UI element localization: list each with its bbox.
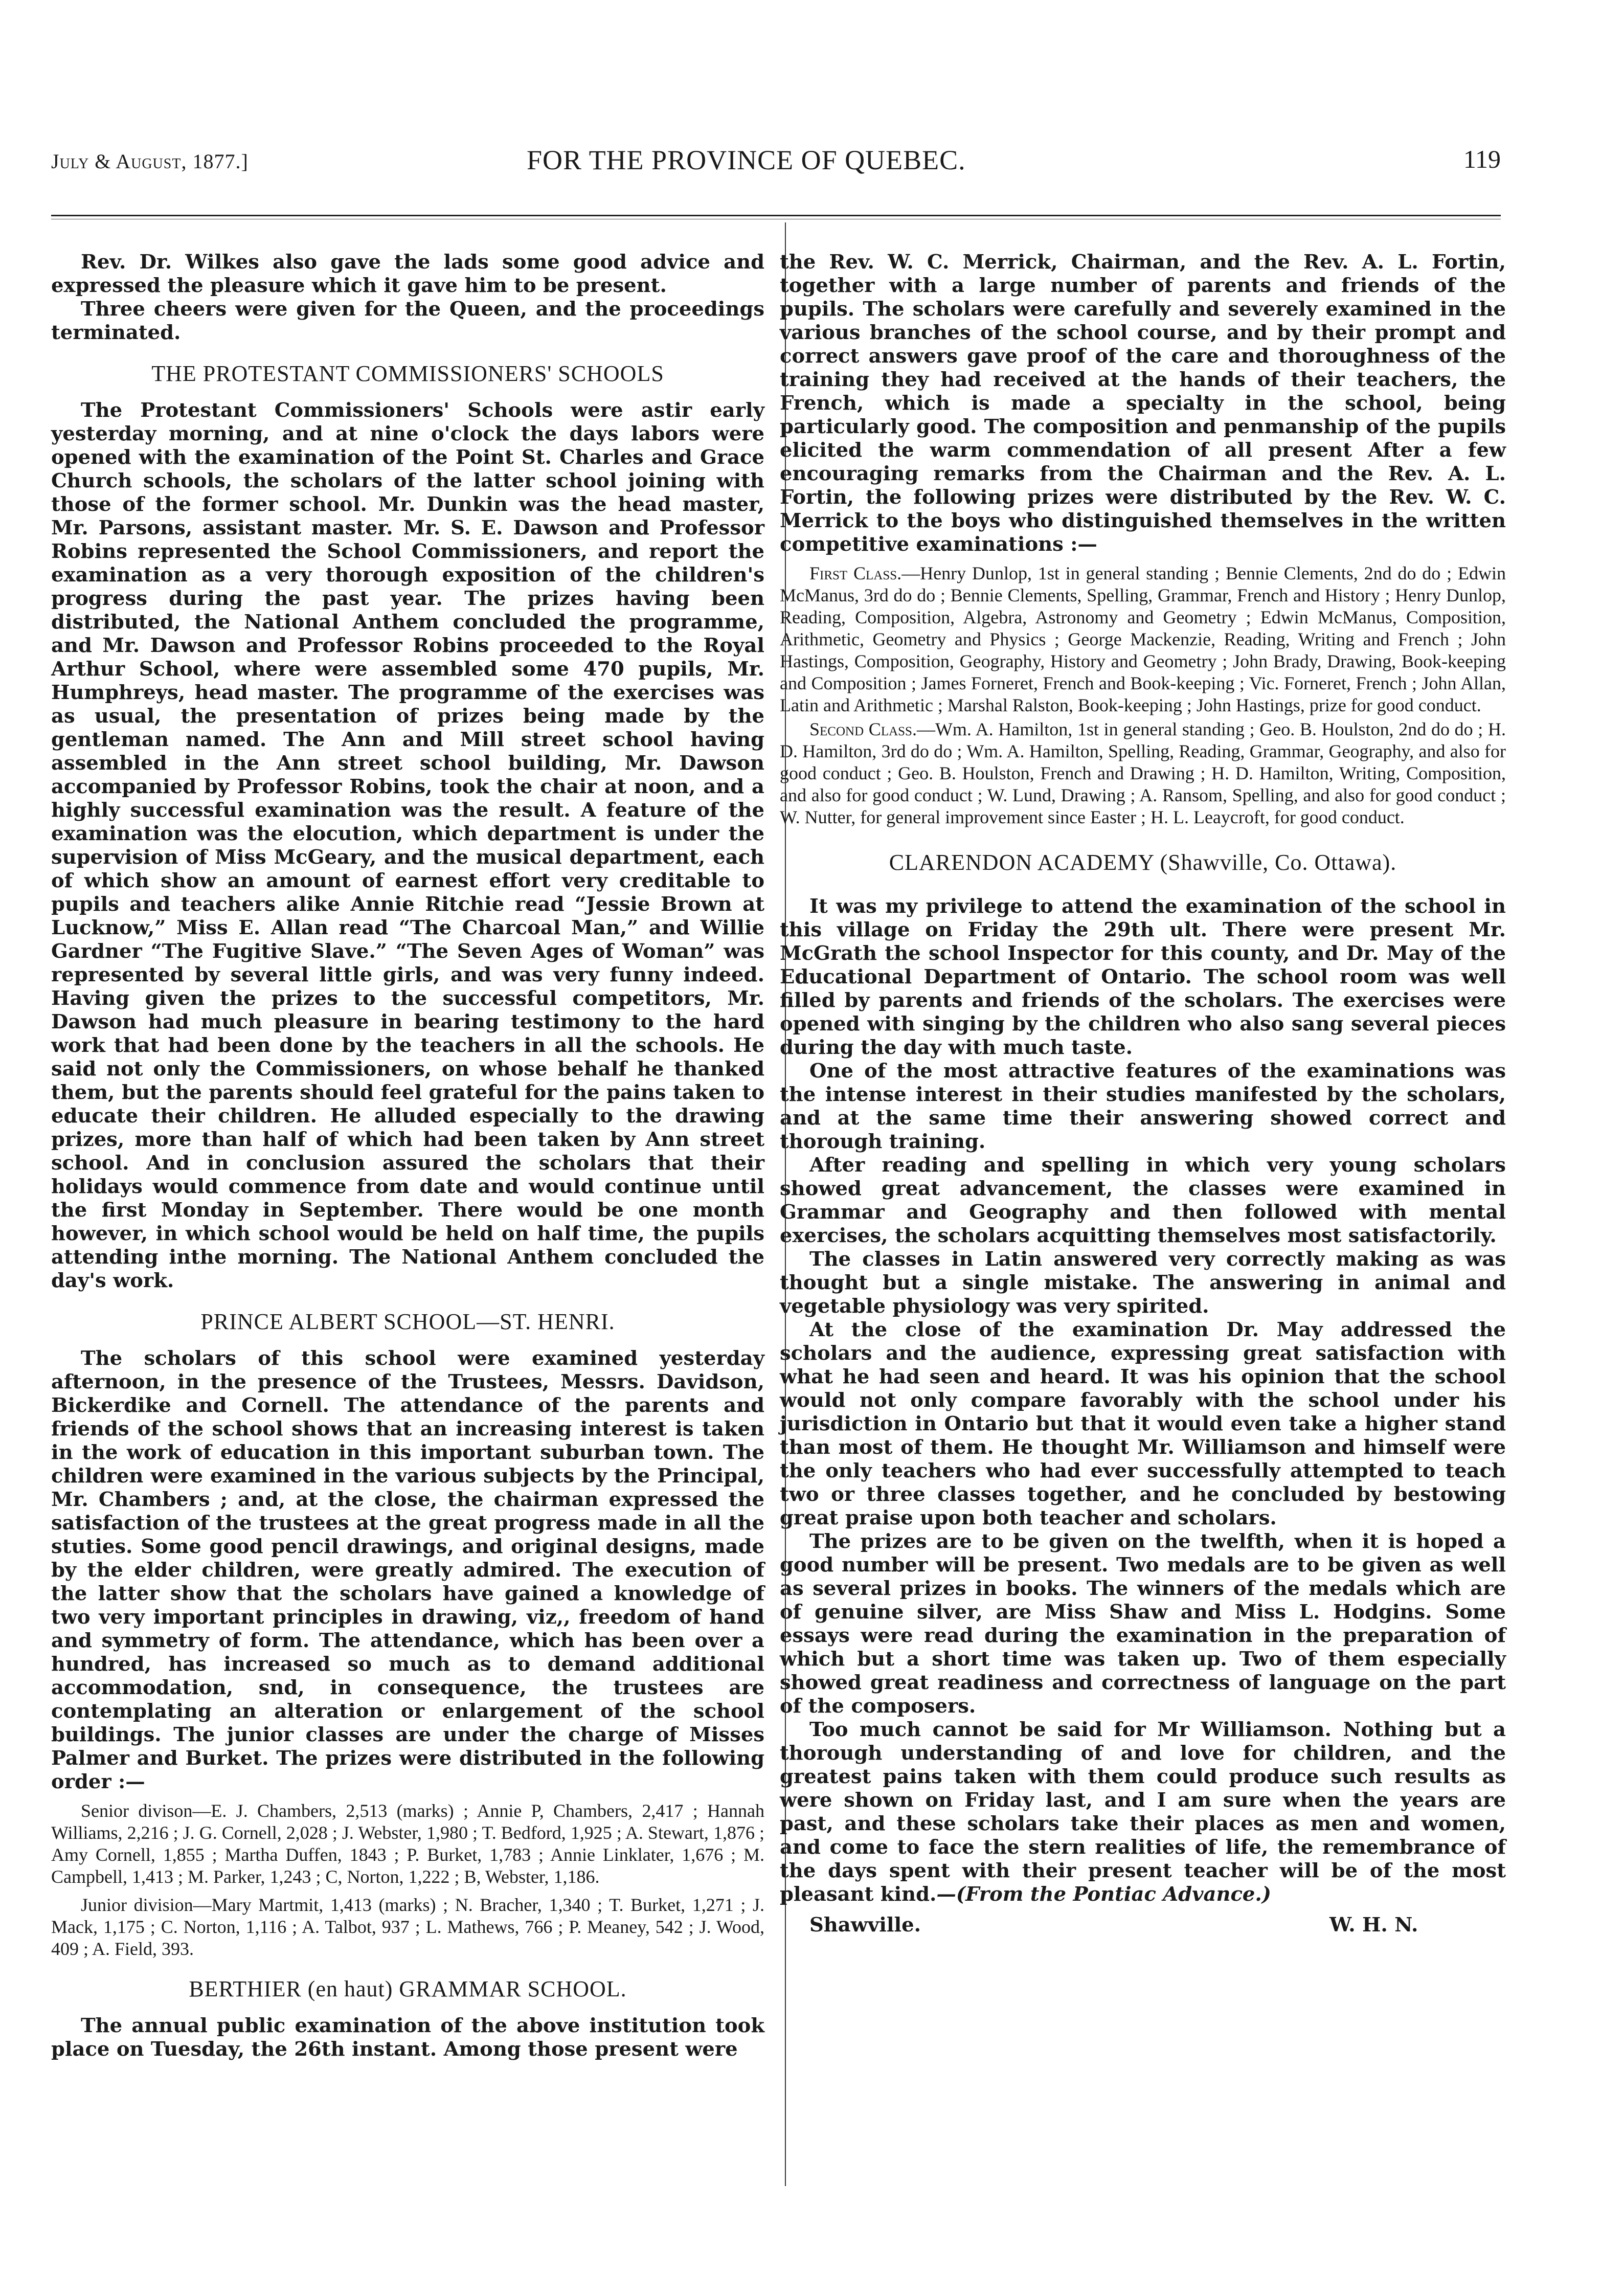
header-title: FOR THE PROVINCE OF QUEBEC. xyxy=(527,145,966,175)
clarendon-closing-text: Too much cannot be said for Mr Williamson. Nothing but a thorough understanding of and love for children, and the greatest pains taken with them could produce such results as were shown on Friday last, and I am sure when the years are past, and these scholars take their places as men and women, and come to face the stern realities of life, the remembrance of the days spent with their present teacher will be of the most pleasant kind. xyxy=(780,1718,1506,1906)
prince-albert-paragraph: The scholars of this school were examined yesterday afternoon, in the presence of the Trustees, Messrs. Davidson, Bickerdike and Cornell. The attendance of the parents and friends of the school shows that an increasing interest is taken in the work of education in this important suburban town. The children were examined in the various subjects by the Principal, Mr. Chambers ; and, at the close, the chairman expressed the satisfaction of the trustees at the great progress made in all the stuties. Some good pencil drawings, and original designs, made by the elder children, were greatly admired. The execution of the latter show that the scholars have gained a knowledge of two very important principles in drawing, viz,, freedom of hand and symmetry of form. The attendance, which has been over a hundred, has increased so much as to demand additional accommodation, snd, in consequence, the trustees are contemplating an alteration or enlargement of the school buildings. The junior classes are under the charge of Misses Palmer and Burket. The prizes were distributed in the following order :— xyxy=(51,1347,764,1793)
signature-line xyxy=(780,1914,1506,1939)
left-column xyxy=(51,251,764,2061)
signature-initials: W. H. N. xyxy=(1329,1914,1418,1937)
page-number: 119 xyxy=(1463,145,1501,173)
right-column xyxy=(780,251,1506,1939)
page-header xyxy=(51,145,1501,195)
signature-place: Shawville. xyxy=(809,1914,921,1937)
clarendon-paragraph: The classes in Latin answered very correctly making as was thought but a single mistake. The answering in animal and vegetable physiology was very spirited. xyxy=(780,1248,1506,1318)
second-class-prizes xyxy=(780,718,1506,828)
clarendon-paragraph: The prizes are to be given on the twelfth, when it is hoped a good number will be present. Two medals are to be given as well as several prizes in books. The winners of the medals which are of genuine silver, are Miss Shaw and Miss L. Hodgins. Some essays were read during the examination in the preparation of which but a short time was taken up. Two of them especially showed great readiness and correctness of language on the part of the composers. xyxy=(780,1530,1506,1718)
clarendon-paragraph: After reading and spelling in which very young scholars showed great advancement, the classes were examined in Grammar and Geography and then followed with mental exercises, the scholars acquitting themselves most satisfactorily. xyxy=(780,1154,1506,1247)
section-heading-prince-albert: PRINCE ALBERT SCHOOL—ST. HENRI. xyxy=(200,1309,615,1334)
section-heading-clarendon: CLARENDON ACADEMY (Shawville, Co. Ottawa). xyxy=(889,850,1397,875)
source-citation: —(From the Pontiac Advance.) xyxy=(936,1883,1272,1906)
berthier-paragraph-continued: the Rev. W. C. Merrick, Chairman, and the Rev. A. L. Fortin, together with a large number of parents and friends of the pupils. The scholars were carefully and severely examined in the various branches of the school course, and by their prompt and correct answers gave proof of the care and thoroughness of the training they had received at the hands of their teachers, the French, which is made a specialty in the school, being particularly good. The composition and penmanship of the pupils elicited the warm commendation of all present After a few encouraging remarks from the Chairman and the Rev. A. L. Fortin, the following prizes were distributed by the Rev. W. C. Merrick to the boys who distinguished themselves in the written competitive examinations :— xyxy=(780,251,1506,556)
first-class-text: —Henry Dunlop, 1st in general standing ; Bennie Clements, 2nd do do ; Edwin McManus, 3rd do do ; Bennie Clements, Spelling, Grammar, French and History ; Henry Dunlop, Reading, Composition, Algebra, Astronomy and Geometry ; Edwin McManus, Composition, Arithmetic, Geometry and Physics ; George Mackenzie, Reading, Writing and French ; John Hastings, Composition, Geography, History and Geometry ; John Brady, Drawing, Book-keeping and Composition ; James Forneret, French and Book-keeping ; Vic. Forneret, French ; John Allan, Latin and Arithmetic ; Marshal Ralston, Book-keeping ; John Hastings, prize for good conduct. xyxy=(780,563,1506,715)
clarendon-paragraph: It was my privilege to attend the examination of the school in this village on Friday the 29th ult. There were present Mr. McGrath the school Inspector for this county, and Dr. May of the Educational Department of Ontario. The school room was well filled by parents and friends of the scholars. The exercises were opened with singing by the children who also sang several pieces during the day with much taste. xyxy=(780,895,1506,1059)
clarendon-paragraph: One of the most attractive features of the examinations was the intense interest in their studies manifested by the scholars, and at the same time their answering showed correct and thorough training. xyxy=(780,1060,1506,1153)
first-class-label: First Class. xyxy=(809,563,902,583)
intro-paragraph: Rev. Dr. Wilkes also gave the lads some good advice and expressed the pleasure which it gave him to be present. xyxy=(51,251,764,297)
junior-division-prizes: Junior division—Mary Martmit, 1,413 (marks) ; N. Bracher, 1,340 ; T. Burket, 1,271 ; J. Mack, 1,175 ; C. Norton, 1,116 ; A. Talbot, 937 ; L. Mathews, 766 ; P. Meaney, 542 ; J. Wood, 409 ; A. Field, 393. xyxy=(51,1895,764,1959)
header-rule xyxy=(51,215,1501,216)
protestant-paragraph: The Protestant Commissioners' Schools were astir early yesterday morning, and at nine o'clock the days labors were opened with the examination of the Point St. Charles and Grace Church schools, the scholars of the latter school joining with those of the former school. Mr. Dunkin was the head master, Mr. Parsons, assistant master. Mr. S. E. Dawson and Professor Robins represented the School Commissioners, and report the examination as a very thorough exposition of the children's progress during the past year. The prizes having been distributed, the National Anthem concluded the programme, and Mr. Dawson and Professor Robins proceeded to the Royal Arthur School, where were assembled some 470 pupils, Mr. Humphreys, head master. The programme of the exercises was as usual, the presentation of prizes being made by the gentleman named. The Ann and Mill street school having assembled in the Ann street school building, Mr. Dawson accompanied by Professor Robins, took the chair at noon, and a highly successful examination was the result. A feature of the examination was the elocution, which department is under the supervision of Miss McGeary, and the musical department, each of which show an amount of earnest effort very creditable to pupils and teachers alike Annie Ritchie read “Jessie Brown at Lucknow,” Miss E. Allan read “The Charcoal Man,” and Willie Gardner “The Fugitive Slave.” “The Seven Ages of Woman” was represented by several little girls, and was very funny indeed. Having given the prizes to the successful competitors, Mr. Dawson had much pleasure in bearing testimony to the hard work that had been done by the teachers in all the schools. He said not only the Commissioners, on whose behalf he thanked them, but the parents should feel grateful for the pains taken to educate their children. He alluded especially to the drawing prizes, more than half of which had been taken by Ann street school. And in conclusion assured the scholars that their holidays would commence from date and would continue until the first Monday in September. There would be one month however, in which school would be held on half time, the pupils attending inthe morning. The National Anthem concluded the day's work. xyxy=(51,399,764,1292)
intro-paragraph: Three cheers were given for the Queen, and the proceedings terminated. xyxy=(51,298,764,344)
header-date: July & August, 1877.] xyxy=(51,150,249,173)
second-class-text: —Wm. A. Hamilton, 1st in general standing ; Geo. B. Houlston, 2nd do do ; H. D. Hamilton, 3rd do do ; Wm. A. Hamilton, Spelling, Reading, Grammar, Geography, and also for good conduct ; Geo. B. Houlston, French and Drawing ; H. D. Hamilton, Writing, Composition, and also for good conduct ; W. Lund, Drawing ; A. Ransom, Spelling, and also for good conduct ; W. Nutter, for general improvement since Easter ; H. L. Leaycroft, for good conduct. xyxy=(780,719,1506,827)
second-class-label: Second Class. xyxy=(809,719,917,739)
clarendon-paragraph xyxy=(780,1718,1506,1906)
berthier-paragraph: The annual public examination of the above institution took place on Tuesday, the 26th instant. Among those present were xyxy=(51,2014,764,2061)
section-heading-berthier: BERTHIER (en haut) GRAMMAR SCHOOL. xyxy=(189,1976,627,2001)
first-class-prizes xyxy=(780,562,1506,716)
clarendon-paragraph: At the close of the examination Dr. May addressed the scholars and the audience, expressing great satisfaction with what he had seen and heard. It was his opinion that the school would not only compare favorably with the school under his jurisdiction in Ontario but that it would even take a higher stand than most of them. He thought Mr. Williamson and himself were the only teachers who had ever successfully attempted to teach two or three classes together, and he concluded by bestowing great praise upon both teacher and scholars. xyxy=(780,1318,1506,1529)
section-heading-protestant: THE PROTESTANT COMMISSIONERS' SCHOOLS xyxy=(151,361,664,386)
senior-division-prizes: Senior divison—E. J. Chambers, 2,513 (marks) ; Annie P, Chambers, 2,417 ; Hannah Williams, 2,216 ; J. G. Cornell, 2,028 ; J. Webster, 1,980 ; T. Bedford, 1,925 ; A. Stewart, 1,876 ; Amy Cornell, 1,855 ; Martha Duffen, 1843 ; P. Burket, 1,783 ; Annie Linklater, 1,676 ; M. Campbell, 1,413 ; M. Parker, 1,243 ; C, Norton, 1,222 ; B, Webster, 1,186. xyxy=(51,1800,764,1887)
